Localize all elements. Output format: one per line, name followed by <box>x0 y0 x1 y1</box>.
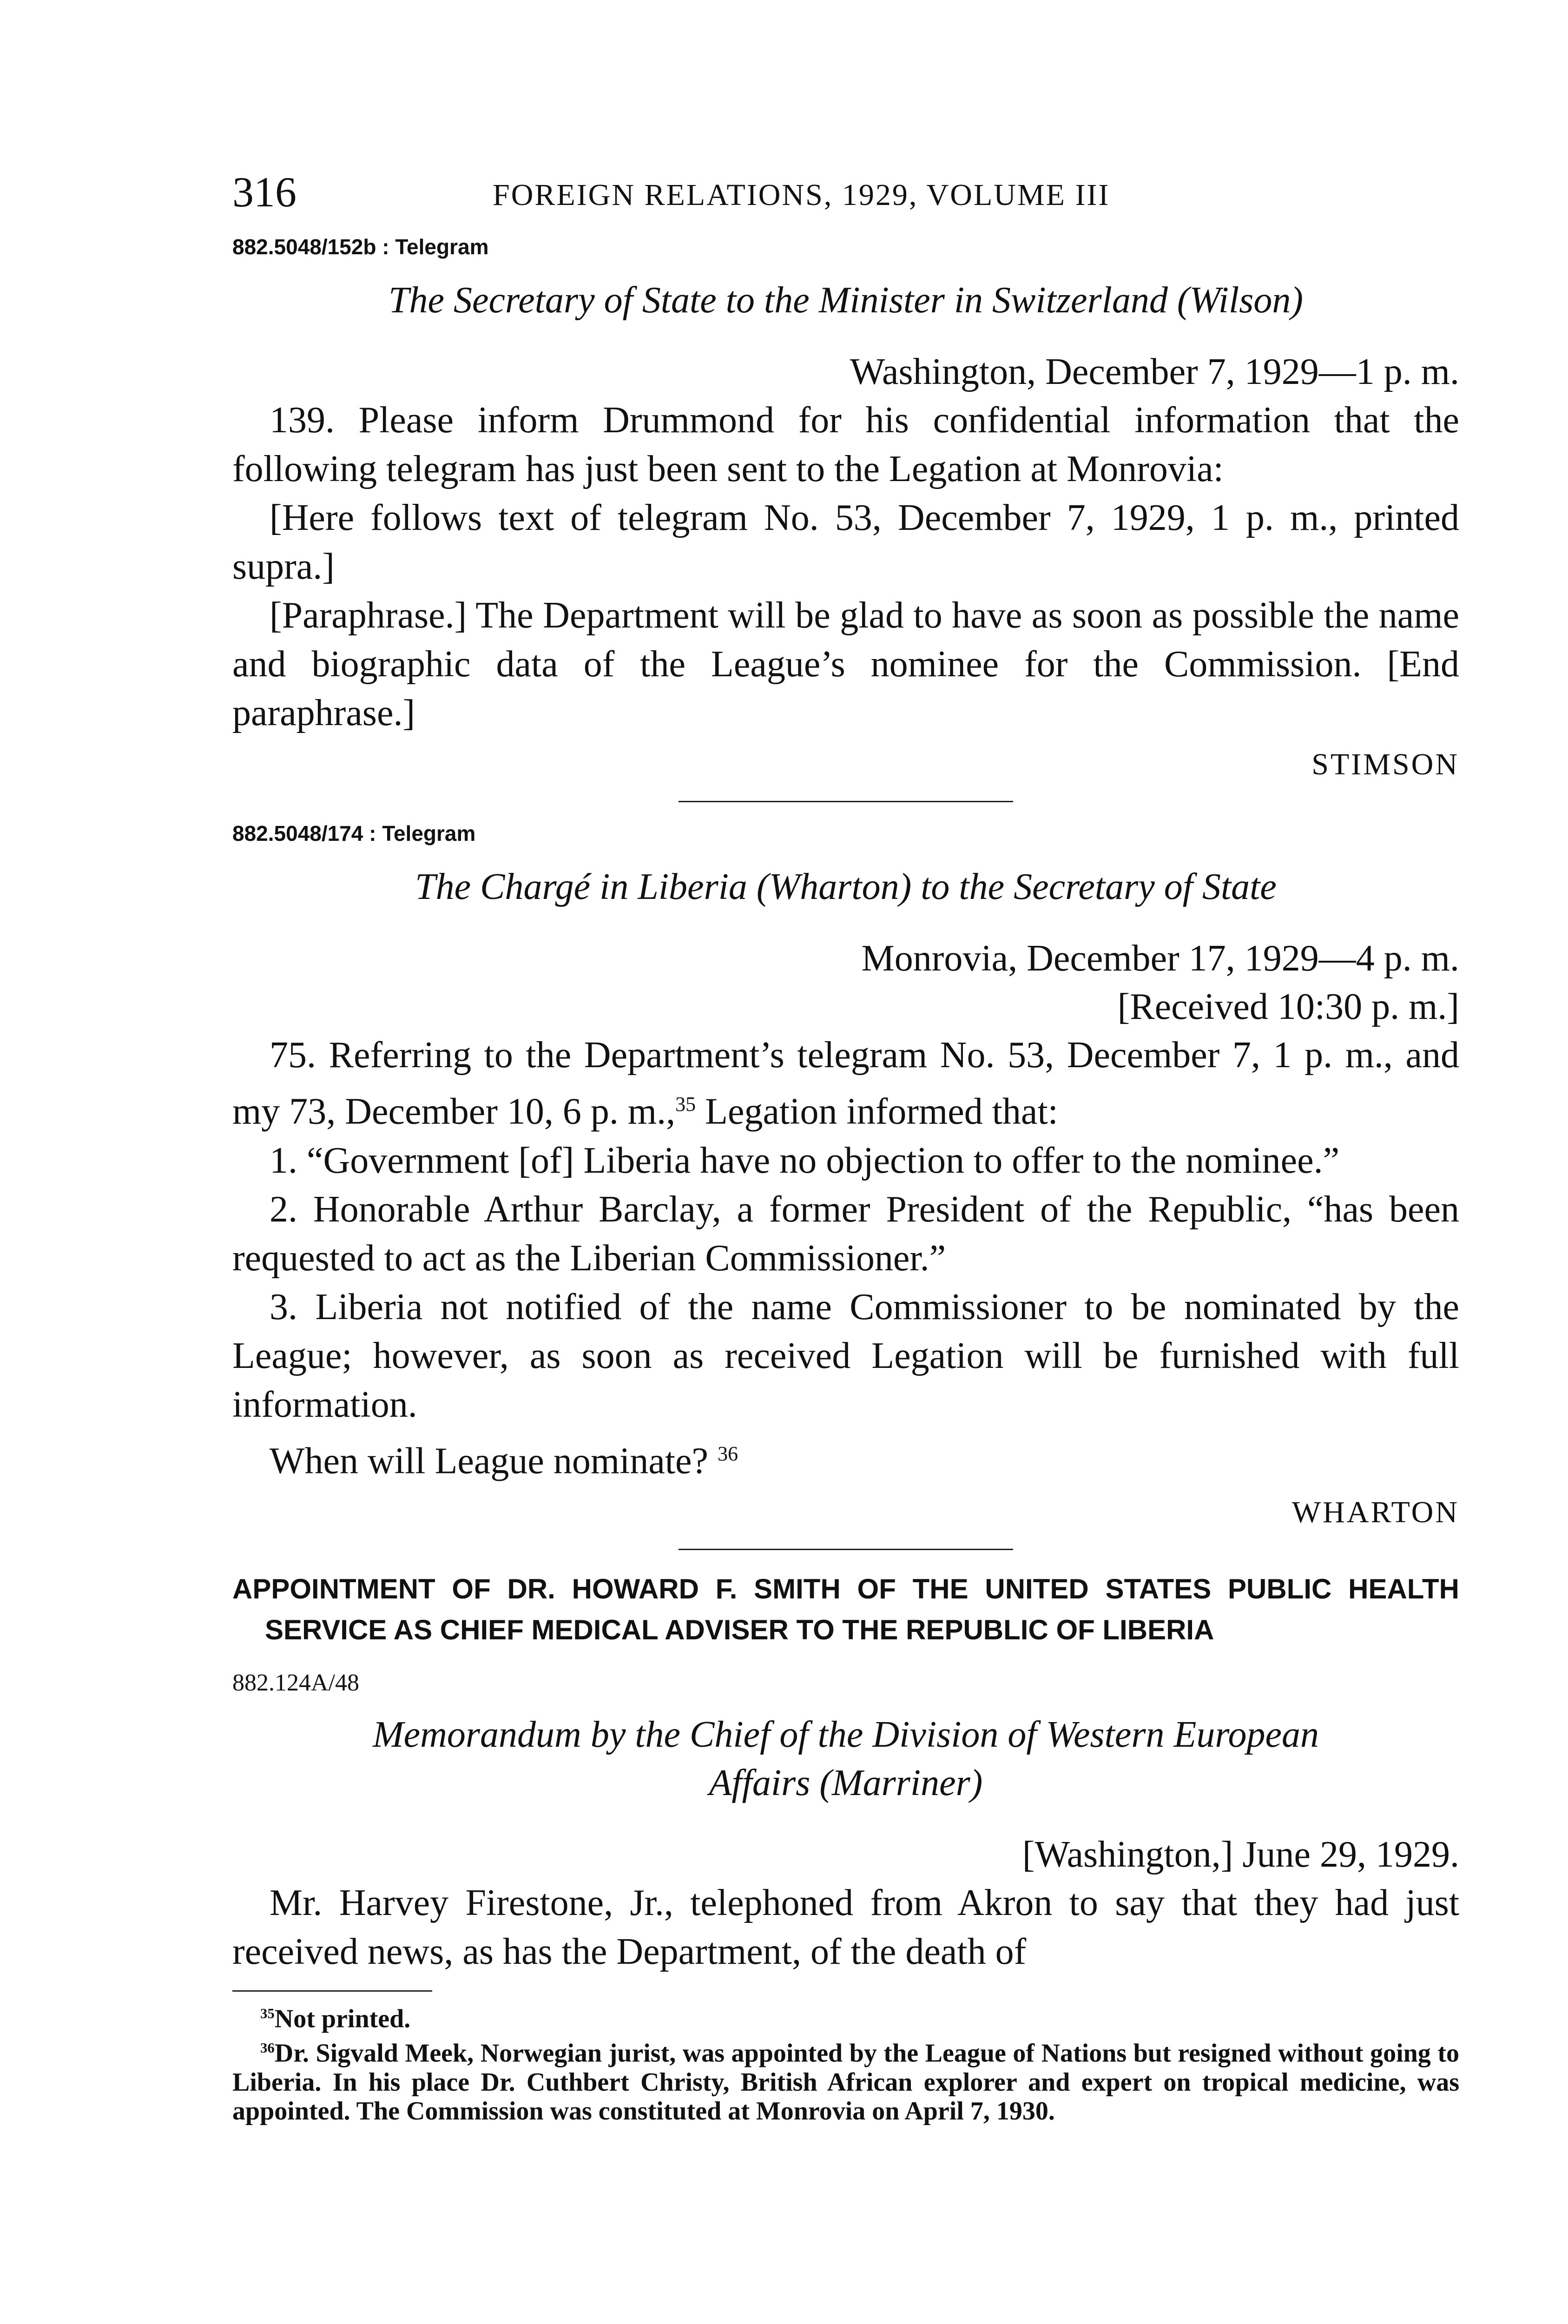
divider <box>679 1549 1013 1550</box>
footnote-ref[interactable]: 36 <box>718 1442 738 1465</box>
footnote <box>232 2034 1459 2126</box>
paragraph: [Paraphrase.] The Department will be glad to have as soon as possible the name and biographic data of the League’s nominee for the Commission. [End paraphrase.] <box>232 595 1459 733</box>
received-line: [Received 10:30 p. m.] <box>1117 986 1459 1027</box>
paragraph-text: Legation informed that: <box>696 1091 1058 1132</box>
paragraph-text: 75. Referring to the Department’s telegram No. 53, December 7, 1 p. m., and my 73, December 10, 6 p. m., <box>232 1035 1459 1132</box>
running-head <box>232 167 1459 223</box>
page-number: 316 <box>232 168 296 216</box>
document-title: The Chargé in Liberia (Wharton) to the Secretary of State <box>415 866 1277 907</box>
running-title: FOREIGN RELATIONS, 1929, VOLUME III <box>493 178 1110 212</box>
document-title-line: Affairs (Marriner) <box>709 1763 983 1804</box>
footnote-mark: 36 <box>260 2040 275 2056</box>
paragraph-text: When will League nominate? <box>270 1440 718 1482</box>
dateline: Washington, December 7, 1929—1 p. m. <box>850 351 1459 392</box>
paragraph: 2. Honorable Arthur Barclay, a former President of the Republic, “has been requested to act as the Liberian Commissioner.” <box>232 1188 1459 1279</box>
file-number: 882.124A/48 <box>232 1670 359 1697</box>
dateline: [Washington,] June 29, 1929. <box>1022 1834 1459 1875</box>
footnote <box>232 1999 1459 2034</box>
footnote-mark: 35 <box>260 2006 275 2022</box>
document-title: The Secretary of State to the Minister in Switzerland (Wilson) <box>389 280 1303 321</box>
signature: WHARTON <box>1291 1495 1459 1530</box>
file-number: 882.5048/152b : Telegram <box>232 235 489 259</box>
footnote-rule <box>232 1990 432 1992</box>
section-heading: APPOINTMENT OF DR. HOWARD F. SMITH OF THE UNITED STATES PUBLIC HEALTH SERVICE AS CHIEF MEDICAL ADVISER TO THE REPUBLIC OF LIBERIA <box>232 1573 1459 1646</box>
paragraph: 1. “Government [of] Liberia have no objection to offer to the nominee.” <box>270 1140 1340 1181</box>
footnote-text: Not printed. <box>274 2004 411 2034</box>
footnote-text: Dr. Sigvald Meek, Norwegian jurist, was appointed by the League of Nations but resigned without going to Liberia. In his place Dr. Cuthbert Christy, British African explorer and expert on tropical medicine, was appointed. The Commission was constituted at Monrovia on April 7, 1930. <box>232 2039 1459 2126</box>
paragraph: [Here follows text of telegram No. 53, December 7, 1929, 1 p. m., printed supra.] <box>232 497 1459 587</box>
signature: STIMSON <box>1311 747 1459 781</box>
divider <box>679 801 1013 802</box>
paragraph: 3. Liberia not notified of the name Commissioner to be nominated by the League; however, as soon as received Legation will be furnished with full information. <box>232 1286 1459 1425</box>
paragraph: Mr. Harvey Firestone, Jr., telephoned from Akron to say that they had just received news, as has the Department, of the death of <box>232 1882 1459 1973</box>
paragraph <box>232 1031 1459 1136</box>
paragraph: 139. Please inform Drummond for his confidential information that the following telegram has just been sent to the Legation at Monrovia: <box>232 400 1459 489</box>
document-page <box>232 167 1459 2126</box>
document-title <box>232 1710 1459 1807</box>
file-number: 882.5048/174 : Telegram <box>232 821 476 845</box>
paragraph <box>232 1429 1459 1486</box>
dateline: Monrovia, December 17, 1929—4 p. m. <box>861 938 1459 979</box>
document-title-line: Memorandum by the Chief of the Division of Western European <box>372 1714 1319 1756</box>
footnote-ref[interactable]: 35 <box>675 1093 696 1116</box>
